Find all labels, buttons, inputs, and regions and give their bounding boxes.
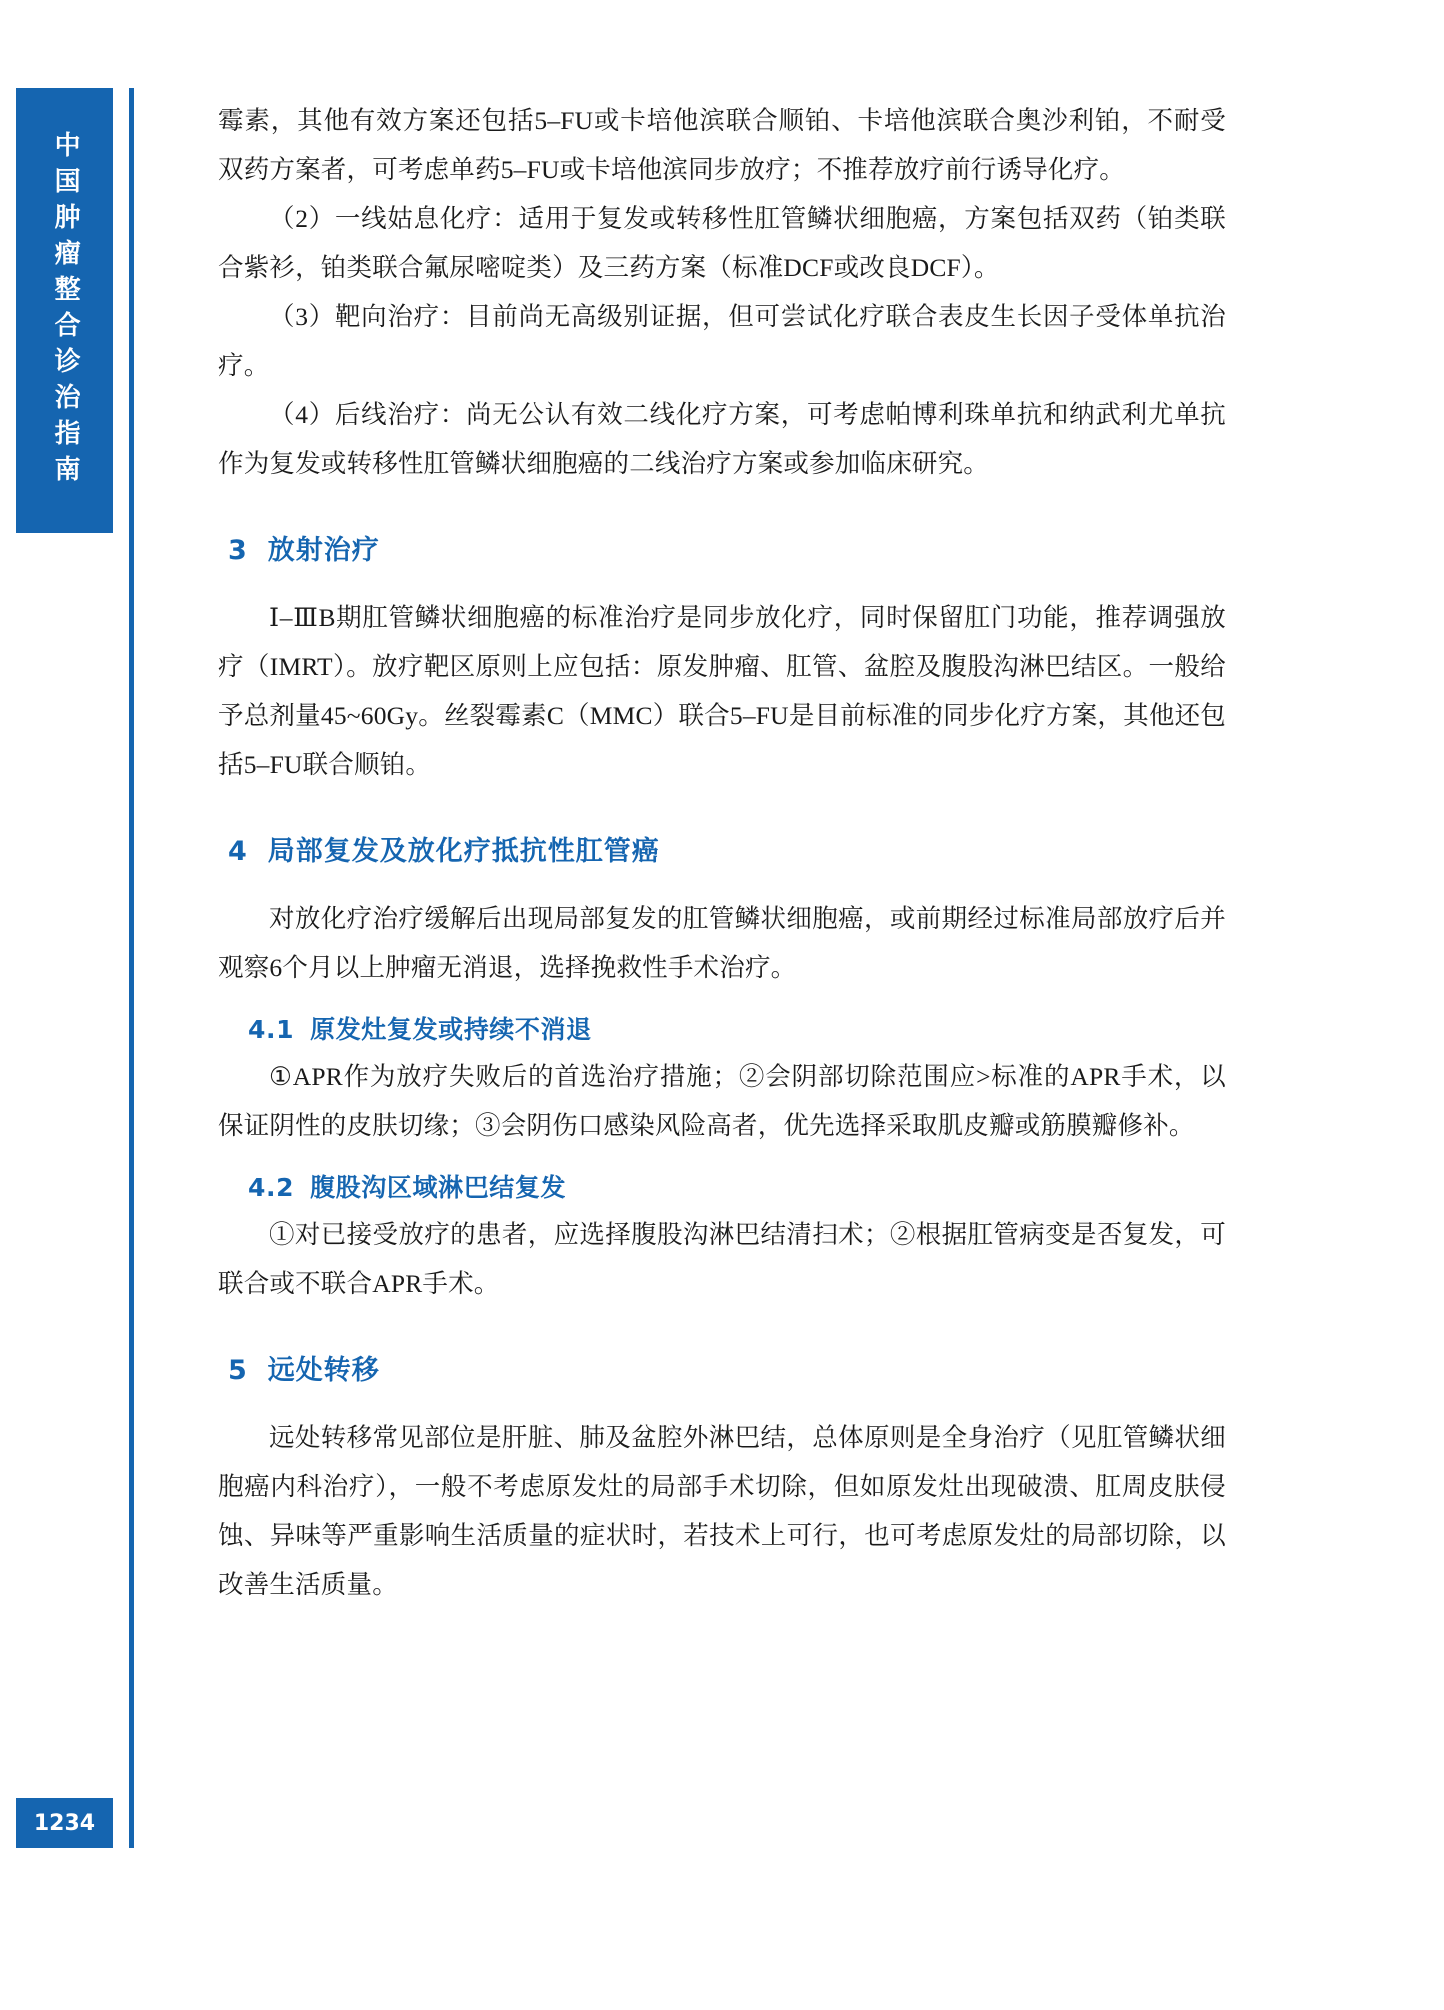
paragraph-distant-metastasis-body: 远处转移常见部位是肝脏、肺及盆腔外淋巴结，总体原则是全身治疗（见肛管鳞状细胞癌内科治疗），一般不考虑原发灶的局部手术切除，但如原发灶出现破溃、肛周皮肤侵蚀、异味等严重影响生活质量的症状时，若技术上可行，也可考虑原发灶的局部切除，以改善生活质量。 — [218, 1423, 1226, 1599]
vertical-book-title-block — [16, 88, 113, 533]
page-content — [218, 96, 1226, 1609]
section-heading-local-recurrence — [218, 829, 1226, 868]
section-heading-distant-metastasis — [218, 1348, 1226, 1387]
rail-vertical-line — [129, 88, 134, 1848]
paragraph-continuation: 霉素，其他有效方案还包括5–FU或卡培他滨联合顺铂、卡培他滨联合奥沙利铂，不耐受双药方案者，可考虑单药5–FU或卡培他滨同步放疗；不推荐放疗前行诱导化疗。 — [218, 106, 1226, 184]
subsection-number: 4.2 — [248, 1173, 295, 1202]
section-heading-radiotherapy — [218, 528, 1226, 567]
subsection-title: 腹股沟区域淋巴结复发 — [310, 1173, 567, 1202]
left-decorative-rail — [0, 0, 140, 2010]
paragraph-radiotherapy-body: Ⅰ–ⅢB期肛管鳞状细胞癌的标准治疗是同步放化疗，同时保留肛门功能，推荐调强放疗（IMRT）。放疗靶区原则上应包括：原发肿瘤、肛管、盆腔及腹股沟淋巴结区。一般给予总剂量45~60Gy。丝裂霉素C（MMC）联合5–FU是目前标准的同步化疗方案，其他还包括5–FU联合顺铂。 — [218, 603, 1226, 779]
subsection-heading-inguinal-node-recurrence — [218, 1168, 1226, 1204]
section-number: 3 — [228, 535, 248, 566]
section-title: 局部复发及放化疗抵抗性肛管癌 — [267, 836, 660, 867]
paragraph-first-line-palliative-chemo: （2）一线姑息化疗：适用于复发或转移性肛管鳞状细胞癌，方案包括双药（铂类联合紫衫，铂类联合氟尿嘧啶类）及三药方案（标准DCF或改良DCF）。 — [218, 204, 1226, 282]
paragraph-local-recurrence-body: 对放化疗治疗缓解后出现局部复发的肛管鳞状细胞癌，或前期经过标准局部放疗后并观察6个月以上肿瘤无消退，选择挽救性手术治疗。 — [218, 904, 1226, 982]
page-number: 1234 — [33, 1810, 96, 1836]
paragraph-inguinal-node-recurrence-body: ①对已接受放疗的患者，应选择腹股沟淋巴结清扫术；②根据肛管病变是否复发，可联合或不联合APR手术。 — [218, 1220, 1226, 1298]
vertical-book-title: 中国肿瘤整合诊治指南 — [50, 130, 81, 491]
section-title: 放射治疗 — [267, 535, 380, 566]
section-title: 远处转移 — [267, 1355, 380, 1386]
paragraph-primary-recurrence-body: ①APR作为放疗失败后的首选治疗措施；②会阴部切除范围应>标准的APR手术，以保证阴性的皮肤切缘；③会阴伤口感染风险高者，优先选择采取肌皮瓣或筋膜瓣修补。 — [218, 1062, 1226, 1140]
paragraph-targeted-therapy: （3）靶向治疗：目前尚无高级别证据，但可尝试化疗联合表皮生长因子受体单抗治疗。 — [218, 302, 1226, 380]
paragraph-later-line-therapy: （4）后线治疗：尚无公认有效二线化疗方案，可考虑帕博利珠单抗和纳武利尤单抗作为复发或转移性肛管鳞状细胞癌的二线治疗方案或参加临床研究。 — [218, 400, 1226, 478]
subsection-title: 原发灶复发或持续不消退 — [310, 1015, 592, 1044]
section-number: 4 — [228, 836, 248, 867]
section-number: 5 — [228, 1355, 248, 1386]
page-number-block — [16, 1798, 113, 1848]
subsection-heading-primary-recurrence — [218, 1010, 1226, 1046]
subsection-number: 4.1 — [248, 1015, 295, 1044]
